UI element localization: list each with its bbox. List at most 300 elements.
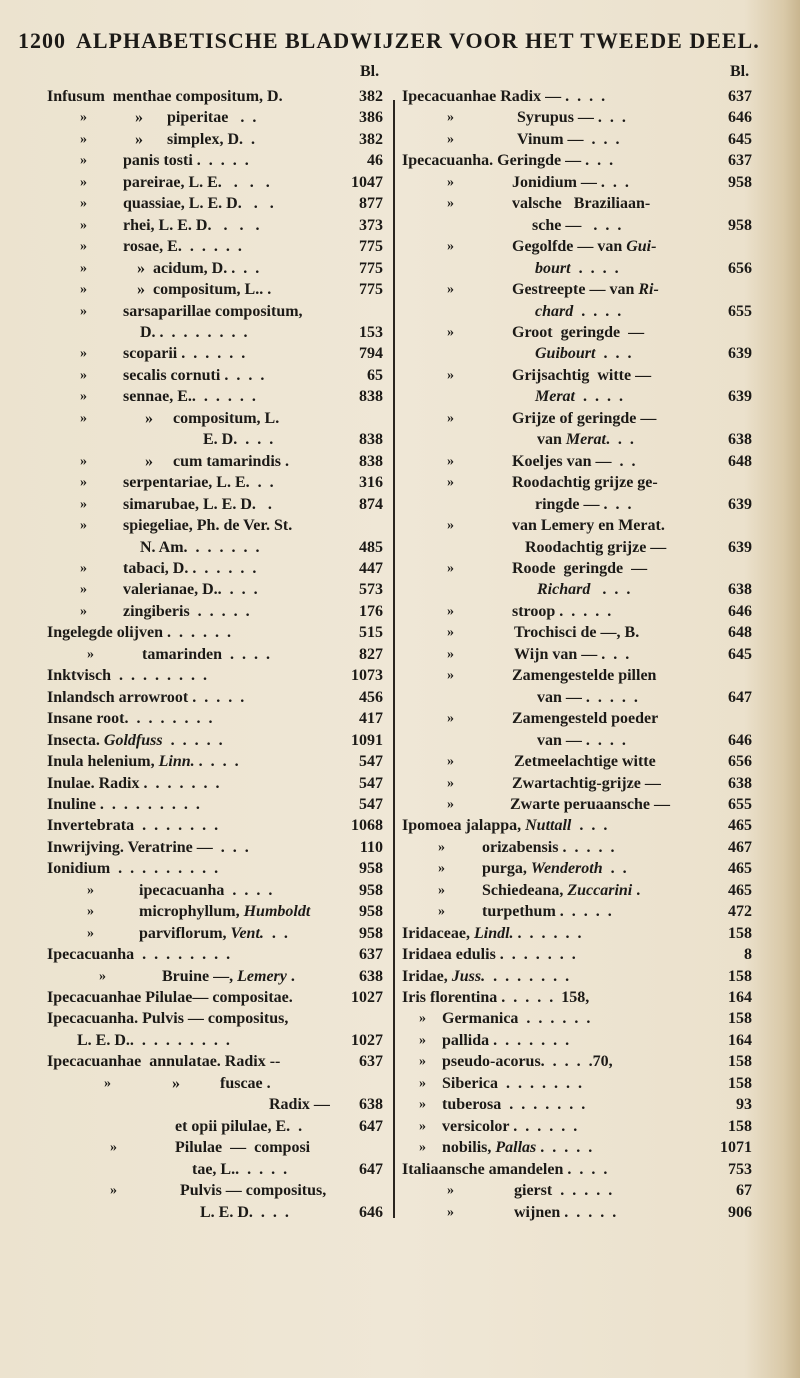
entry-page-number: 638 bbox=[728, 774, 752, 792]
index-entry bbox=[47, 601, 383, 622]
index-entry bbox=[47, 1008, 383, 1029]
index-entry bbox=[402, 1180, 752, 1201]
index-entry bbox=[402, 494, 752, 515]
entry-term: sche — . . . bbox=[532, 216, 622, 234]
index-entry bbox=[402, 665, 752, 686]
entry-authority: Lindl. bbox=[473, 924, 514, 942]
index-entry bbox=[402, 107, 752, 128]
entry-authority: Zuccarini bbox=[567, 881, 633, 899]
entry-term: pallida . . . . . . . bbox=[442, 1031, 570, 1049]
entry-term: Zamengesteld poeder bbox=[512, 710, 659, 728]
ditto-mark: » bbox=[87, 646, 94, 662]
entry-term: D. . . . . . . . . bbox=[140, 323, 248, 341]
ditto-mark: » bbox=[87, 904, 94, 920]
entry-term: Zetmeelachtige witte bbox=[514, 753, 656, 771]
ditto-mark: » bbox=[447, 625, 454, 641]
entry-page-number: 164 bbox=[728, 989, 752, 1007]
index-entry bbox=[47, 730, 383, 751]
entry-term: Ipecacuanhae annulatae. Radix -- bbox=[47, 1053, 281, 1071]
index-entry bbox=[47, 537, 383, 558]
left-page-column-label: Bl. bbox=[360, 63, 380, 80]
entry-term: serpentariae, L. E. . . bbox=[123, 474, 274, 492]
index-entry bbox=[47, 1051, 383, 1072]
index-entry bbox=[47, 1116, 383, 1137]
entry-term: Wijn van — . . . bbox=[514, 645, 630, 663]
entry-authority: Nuttall bbox=[525, 817, 572, 835]
entry-page-number: 158 bbox=[728, 1053, 752, 1071]
entry-page-number: 158 bbox=[728, 967, 752, 985]
index-entry bbox=[402, 301, 752, 322]
entry-term: tamarinden . . . . bbox=[142, 645, 270, 663]
index-entry bbox=[402, 944, 752, 965]
entry-term: nobilis, Pallas . . . . . bbox=[442, 1139, 593, 1157]
entry-page-number: 838 bbox=[359, 452, 383, 470]
ditto-mark: » bbox=[80, 110, 87, 126]
entry-term: Vinum — . . . bbox=[517, 130, 620, 148]
index-entry bbox=[402, 279, 752, 300]
index-entry bbox=[402, 150, 752, 171]
entry-term: Grijsachtig witte — bbox=[512, 366, 652, 384]
entry-authority: Linn. bbox=[158, 753, 195, 771]
index-entry bbox=[47, 343, 383, 364]
entry-page-number: 1068 bbox=[351, 817, 383, 835]
index-entry bbox=[402, 429, 752, 450]
entry-term: van — . . . . . bbox=[537, 688, 638, 706]
right-page-column-label: Bl. bbox=[730, 63, 750, 80]
entry-page-number: 655 bbox=[728, 795, 752, 813]
index-entry bbox=[402, 343, 752, 364]
page-title: ALPHABETISCHE BLADWIJZER VOOR HET TWEEDE DEEL. bbox=[76, 28, 760, 53]
index-entry bbox=[402, 558, 752, 579]
entry-term: rhei, L. E. D. . . . bbox=[123, 216, 260, 234]
entry-authority: Merat bbox=[535, 388, 575, 406]
entry-authority: Richard bbox=[537, 581, 591, 599]
entry-term: Inlandsch arrowroot . . . . . bbox=[47, 688, 245, 706]
ditto-mark: » bbox=[80, 603, 87, 619]
entry-term: Ipomoea jalappa, Nuttall . . . bbox=[402, 817, 608, 835]
entry-term: Gegolfde — van Gui- bbox=[512, 238, 657, 256]
entry-page-number: 958 bbox=[359, 881, 383, 899]
ditto-mark: » bbox=[419, 1054, 426, 1070]
entry-page-number: 1091 bbox=[351, 731, 383, 749]
entry-authority: Ri- bbox=[638, 281, 659, 299]
entry-term: Ipecacuanha. Pulvis — compositus, bbox=[47, 1010, 289, 1028]
index-entry bbox=[402, 644, 752, 665]
entry-page-number: 753 bbox=[728, 1160, 752, 1178]
index-entry bbox=[47, 665, 383, 686]
index-entry bbox=[47, 515, 383, 536]
ditto-mark: » bbox=[99, 968, 106, 984]
index-entry bbox=[402, 322, 752, 343]
entry-authority: Juss. bbox=[451, 967, 486, 985]
entry-term: pseudo-acorus. . . . .70, bbox=[442, 1053, 613, 1071]
entry-page-number: 382 bbox=[359, 88, 383, 105]
entry-page-number: 906 bbox=[728, 1203, 752, 1221]
entry-term: Guibourt . . . bbox=[535, 345, 632, 363]
index-entry bbox=[47, 1073, 383, 1094]
entry-term: van Merat. . . bbox=[537, 431, 634, 449]
ditto-mark: » bbox=[447, 1204, 454, 1220]
index-entry bbox=[402, 815, 752, 836]
entry-page-number: 65 bbox=[367, 366, 383, 384]
entry-page-number: 386 bbox=[359, 109, 383, 127]
ditto-mark: » bbox=[447, 367, 454, 383]
entry-page-number: 547 bbox=[359, 774, 383, 792]
entry-term: Trochisci de —, B. bbox=[514, 624, 640, 642]
entry-page-number: 958 bbox=[359, 860, 383, 878]
index-entry bbox=[402, 987, 752, 1008]
index-entry bbox=[47, 365, 383, 386]
index-entry bbox=[47, 837, 383, 858]
ditto-mark: » bbox=[80, 239, 87, 255]
index-entry bbox=[47, 494, 383, 515]
index-entry bbox=[47, 301, 383, 322]
entry-term: van — . . . . bbox=[537, 731, 626, 749]
entry-term: orizabensis . . . . . bbox=[482, 838, 615, 856]
index-entry bbox=[402, 515, 752, 536]
entry-page-number: 645 bbox=[728, 130, 752, 148]
index-entry bbox=[402, 537, 752, 558]
entry-page-number: 648 bbox=[728, 624, 752, 642]
entry-term: Koeljes van — . . bbox=[512, 452, 636, 470]
entry-term: Inula helenium, Linn. . . . . bbox=[47, 753, 239, 771]
entry-page-number: 573 bbox=[359, 581, 383, 599]
entry-term: Inulae. Radix . . . . . . . bbox=[47, 774, 220, 792]
entry-page-number: 958 bbox=[359, 924, 383, 942]
index-entry bbox=[402, 1159, 752, 1180]
ditto-mark: » bbox=[80, 582, 87, 598]
entry-term: wijnen . . . . . bbox=[514, 1203, 617, 1221]
ditto-mark: » bbox=[447, 110, 454, 126]
index-entry bbox=[47, 150, 383, 171]
entry-term: ringde — . . . bbox=[535, 495, 632, 513]
index-entry bbox=[402, 236, 752, 257]
entry-page-number: 637 bbox=[728, 152, 752, 170]
entry-page-number: 164 bbox=[728, 1031, 752, 1049]
index-entry bbox=[47, 258, 383, 279]
entry-page-number: 465 bbox=[728, 817, 752, 835]
entry-page-number: 838 bbox=[359, 388, 383, 406]
index-entry bbox=[47, 322, 383, 343]
column-divider bbox=[393, 100, 395, 1218]
ditto-mark: » bbox=[447, 668, 454, 684]
entry-term: Italiaansche amandelen . . . . bbox=[402, 1160, 608, 1178]
ditto-mark: » bbox=[419, 1032, 426, 1048]
entry-term: scoparii . . . . . . bbox=[123, 345, 246, 363]
entry-term: Ipecacuanhae Radix — . . . . bbox=[402, 88, 606, 105]
entry-term: Insane root. . . . . . . . bbox=[47, 710, 213, 728]
entry-term: Inuline . . . . . . . . . bbox=[47, 795, 200, 813]
ditto-mark: » bbox=[447, 475, 454, 491]
ditto-mark: » bbox=[447, 560, 454, 576]
entry-term: Bruine —, Lemery . bbox=[162, 967, 295, 985]
index-entry bbox=[402, 579, 752, 600]
index-entry bbox=[47, 1094, 383, 1115]
entry-authority: Guibourt bbox=[535, 345, 596, 363]
index-entry bbox=[47, 1180, 383, 1201]
index-entry bbox=[402, 966, 752, 987]
entry-term: Insecta. Goldfuss . . . . . bbox=[47, 731, 223, 749]
entry-term: Roode geringde — bbox=[512, 559, 648, 577]
ditto-mark: » bbox=[80, 196, 87, 212]
entry-term: Inktvisch . . . . . . . . bbox=[47, 667, 208, 685]
ditto-mark: » bbox=[447, 518, 454, 534]
entry-term: spiegeliae, Ph. de Ver. St. bbox=[123, 517, 293, 535]
right-index-column bbox=[402, 86, 752, 1223]
index-entry bbox=[47, 815, 383, 836]
entry-term: Germanica . . . . . . bbox=[442, 1010, 591, 1028]
index-entry bbox=[402, 1116, 752, 1137]
entry-term: gierst . . . . . bbox=[514, 1182, 613, 1200]
index-entry bbox=[47, 966, 383, 987]
ditto-mark: » bbox=[447, 754, 454, 770]
entry-term: valsche Braziliaan- bbox=[512, 195, 651, 213]
index-entry bbox=[47, 1030, 383, 1051]
index-entry bbox=[47, 107, 383, 128]
entry-term: Grijze of geringde — bbox=[512, 409, 657, 427]
entry-page-number: 158 bbox=[728, 1010, 752, 1028]
index-entry bbox=[402, 837, 752, 858]
entry-term: Syrupus — . . . bbox=[517, 109, 626, 127]
entry-term: Merat . . . . bbox=[535, 388, 623, 406]
ditto-mark: » bbox=[447, 796, 454, 812]
ditto-mark: » bbox=[438, 861, 445, 877]
entry-term: Ingelegde olijven . . . . . . bbox=[47, 624, 231, 642]
entry-page-number: 838 bbox=[359, 431, 383, 449]
entry-page-number: 153 bbox=[359, 323, 383, 341]
ditto-mark: » bbox=[80, 453, 87, 469]
ditto-mark: » bbox=[80, 560, 87, 576]
entry-term: L. E. D. . . . bbox=[200, 1203, 289, 1221]
ditto-mark: » bbox=[447, 646, 454, 662]
ditto-mark: » bbox=[80, 346, 87, 362]
index-entry bbox=[402, 901, 752, 922]
index-entry bbox=[47, 773, 383, 794]
index-entry bbox=[402, 601, 752, 622]
index-entry bbox=[402, 1202, 752, 1223]
entry-term: » piperitae . . bbox=[135, 109, 257, 127]
entry-page-number: 110 bbox=[359, 838, 383, 856]
ditto-mark: » bbox=[438, 839, 445, 855]
entry-page-number: 646 bbox=[728, 602, 752, 620]
ditto-mark: » bbox=[104, 1075, 111, 1091]
entry-term: versicolor . . . . . . bbox=[442, 1117, 578, 1135]
ditto-mark: » bbox=[447, 1183, 454, 1199]
entry-term: bourt . . . . bbox=[535, 259, 619, 277]
index-entry bbox=[47, 215, 383, 236]
index-entry bbox=[47, 451, 383, 472]
entry-term: Ionidium . . . . . . . . . bbox=[47, 860, 219, 878]
ditto-mark: » bbox=[80, 303, 87, 319]
ditto-mark: » bbox=[87, 925, 94, 941]
index-entry bbox=[402, 622, 752, 643]
ditto-mark: » bbox=[80, 282, 87, 298]
entry-term: turpethum . . . . . bbox=[482, 903, 612, 921]
entry-authority: Gui- bbox=[626, 238, 657, 256]
index-entry bbox=[402, 751, 752, 772]
entry-term: » acidum, D. . . . bbox=[137, 259, 260, 277]
entry-page-number: 656 bbox=[728, 259, 752, 277]
ditto-mark: » bbox=[447, 131, 454, 147]
index-entry bbox=[402, 365, 752, 386]
entry-term: microphyllum, Humboldt bbox=[139, 903, 311, 921]
ditto-mark: » bbox=[447, 603, 454, 619]
entry-term: Ipecacuanha. Geringde — . . . bbox=[402, 152, 614, 170]
entry-term: L. E. D.. . . . . . . . . bbox=[77, 1031, 230, 1049]
entry-term: N. Am. . . . . . . bbox=[140, 538, 260, 556]
entry-page-number: 638 bbox=[728, 431, 752, 449]
ditto-mark: » bbox=[447, 453, 454, 469]
index-entry bbox=[47, 1159, 383, 1180]
entry-term: » fuscae . bbox=[172, 1074, 271, 1092]
entry-page-number: 637 bbox=[359, 946, 383, 964]
entry-term: Groot geringde — bbox=[512, 323, 645, 341]
index-entry bbox=[402, 193, 752, 214]
index-entry bbox=[47, 408, 383, 429]
entry-authority: Vent. bbox=[230, 924, 264, 942]
entry-term: Inwrijving. Veratrine — . . . bbox=[47, 838, 249, 856]
entry-authority: Goldfuss bbox=[103, 731, 163, 749]
index-entry bbox=[47, 751, 383, 772]
ditto-mark: » bbox=[438, 904, 445, 920]
entry-page-number: 775 bbox=[359, 281, 383, 299]
ditto-mark: » bbox=[80, 174, 87, 190]
index-entry bbox=[47, 472, 383, 493]
index-entry bbox=[47, 880, 383, 901]
entry-page-number: 373 bbox=[359, 216, 383, 234]
entry-term: simarubae, L. E. D. . bbox=[123, 495, 272, 513]
ditto-mark: » bbox=[447, 282, 454, 298]
index-entry bbox=[402, 215, 752, 236]
entry-page-number: 656 bbox=[728, 753, 752, 771]
entry-authority: Humboldt bbox=[243, 903, 311, 921]
entry-term: quassiae, L. E. D. . . bbox=[123, 195, 274, 213]
index-entry bbox=[402, 472, 752, 493]
index-entry bbox=[402, 1030, 752, 1051]
entry-page-number: 638 bbox=[359, 1096, 383, 1114]
index-entry bbox=[402, 708, 752, 729]
entry-term: parviflorum, Vent. . . bbox=[139, 924, 288, 942]
entry-page-number: 647 bbox=[359, 1160, 383, 1178]
entry-term: Ipecacuanha . . . . . . . . bbox=[47, 946, 231, 964]
index-entry bbox=[47, 858, 383, 879]
entry-page-number: 93 bbox=[736, 1096, 752, 1114]
ditto-mark: » bbox=[80, 518, 87, 534]
entry-term: panis tosti . . . . . bbox=[123, 152, 249, 170]
entry-term: et opii pilulae, E. . bbox=[175, 1117, 303, 1135]
entry-term: Schiedeana, Zuccarini . bbox=[482, 881, 641, 899]
entry-term: Jonidium — . . . bbox=[512, 173, 629, 191]
ditto-mark: » bbox=[447, 324, 454, 340]
index-entry bbox=[402, 451, 752, 472]
entry-term: Radix — bbox=[269, 1096, 330, 1114]
ditto-mark: » bbox=[447, 174, 454, 190]
entry-page-number: 646 bbox=[728, 109, 752, 127]
entry-page-number: 637 bbox=[728, 88, 752, 105]
index-entry bbox=[402, 687, 752, 708]
entry-term: Roodachtig grijze — bbox=[525, 538, 667, 556]
entry-page-number: 874 bbox=[359, 495, 383, 513]
index-entry bbox=[402, 1073, 752, 1094]
ditto-mark: » bbox=[438, 882, 445, 898]
entry-page-number: 447 bbox=[359, 559, 383, 577]
index-entry bbox=[402, 1051, 752, 1072]
entry-term: Iris florentina . . . . . 158, bbox=[402, 989, 590, 1007]
index-entry bbox=[402, 794, 752, 815]
entry-page-number: 647 bbox=[728, 688, 752, 706]
entry-page-number: 417 bbox=[359, 710, 383, 728]
entry-term: purga, Wenderoth . . bbox=[482, 860, 627, 878]
entry-authority: bourt bbox=[535, 259, 571, 277]
ditto-mark: » bbox=[447, 711, 454, 727]
entry-page-number: 648 bbox=[728, 452, 752, 470]
index-entry bbox=[47, 987, 383, 1008]
ditto-mark: » bbox=[80, 153, 87, 169]
index-entry bbox=[47, 193, 383, 214]
index-entry bbox=[402, 730, 752, 751]
entry-page-number: 1027 bbox=[351, 1031, 383, 1049]
entry-term: secalis cornuti . . . . bbox=[123, 366, 265, 384]
index-entry bbox=[402, 129, 752, 150]
ditto-mark: » bbox=[80, 410, 87, 426]
ditto-mark: » bbox=[80, 131, 87, 147]
index-entry bbox=[47, 172, 383, 193]
entry-page-number: 316 bbox=[359, 474, 383, 492]
entry-page-number: 775 bbox=[359, 238, 383, 256]
ditto-mark: » bbox=[419, 1011, 426, 1027]
ditto-mark: » bbox=[447, 196, 454, 212]
entry-page-number: 637 bbox=[359, 1053, 383, 1071]
entry-term: tabaci, D. . . . . . . bbox=[123, 559, 257, 577]
entry-page-number: 547 bbox=[359, 795, 383, 813]
entry-term: Siberica . . . . . . . bbox=[442, 1074, 582, 1092]
entry-page-number: 1073 bbox=[351, 667, 383, 685]
entry-page-number: 647 bbox=[359, 1117, 383, 1135]
ditto-mark: » bbox=[80, 475, 87, 491]
index-entry bbox=[402, 1137, 752, 1158]
index-entry bbox=[47, 923, 383, 944]
entry-page-number: 472 bbox=[728, 903, 752, 921]
entry-page-number: 465 bbox=[728, 881, 752, 899]
index-entry bbox=[47, 708, 383, 729]
entry-page-number: 877 bbox=[359, 195, 383, 213]
entry-term: stroop . . . . . bbox=[512, 602, 612, 620]
entry-page-number: 1071 bbox=[720, 1139, 752, 1157]
ditto-mark: » bbox=[110, 1140, 117, 1156]
ditto-mark: » bbox=[419, 1118, 426, 1134]
ditto-mark: » bbox=[110, 1183, 117, 1199]
entry-page-number: 176 bbox=[359, 602, 383, 620]
index-entry bbox=[402, 1094, 752, 1115]
entry-authority: Wenderoth bbox=[530, 860, 603, 878]
entry-authority: chard bbox=[535, 302, 574, 320]
entry-term: pareirae, L. E. . . . bbox=[123, 173, 270, 191]
entry-term: Iridaea edulis . . . . . . . bbox=[402, 946, 576, 964]
index-entry bbox=[47, 944, 383, 965]
entry-page-number: 638 bbox=[728, 581, 752, 599]
page-header bbox=[18, 28, 760, 54]
entry-term: » compositum, L. bbox=[145, 409, 280, 427]
entry-page-number: 827 bbox=[359, 645, 383, 663]
index-entry bbox=[47, 901, 383, 922]
entry-page-number: 639 bbox=[728, 388, 752, 406]
entry-term: van Lemery en Merat. bbox=[512, 517, 665, 535]
index-entry bbox=[402, 258, 752, 279]
entry-page-number: 958 bbox=[359, 903, 383, 921]
ditto-mark: » bbox=[419, 1140, 426, 1156]
index-entry bbox=[47, 86, 383, 107]
entry-term: zingiberis . . . . . bbox=[123, 602, 250, 620]
